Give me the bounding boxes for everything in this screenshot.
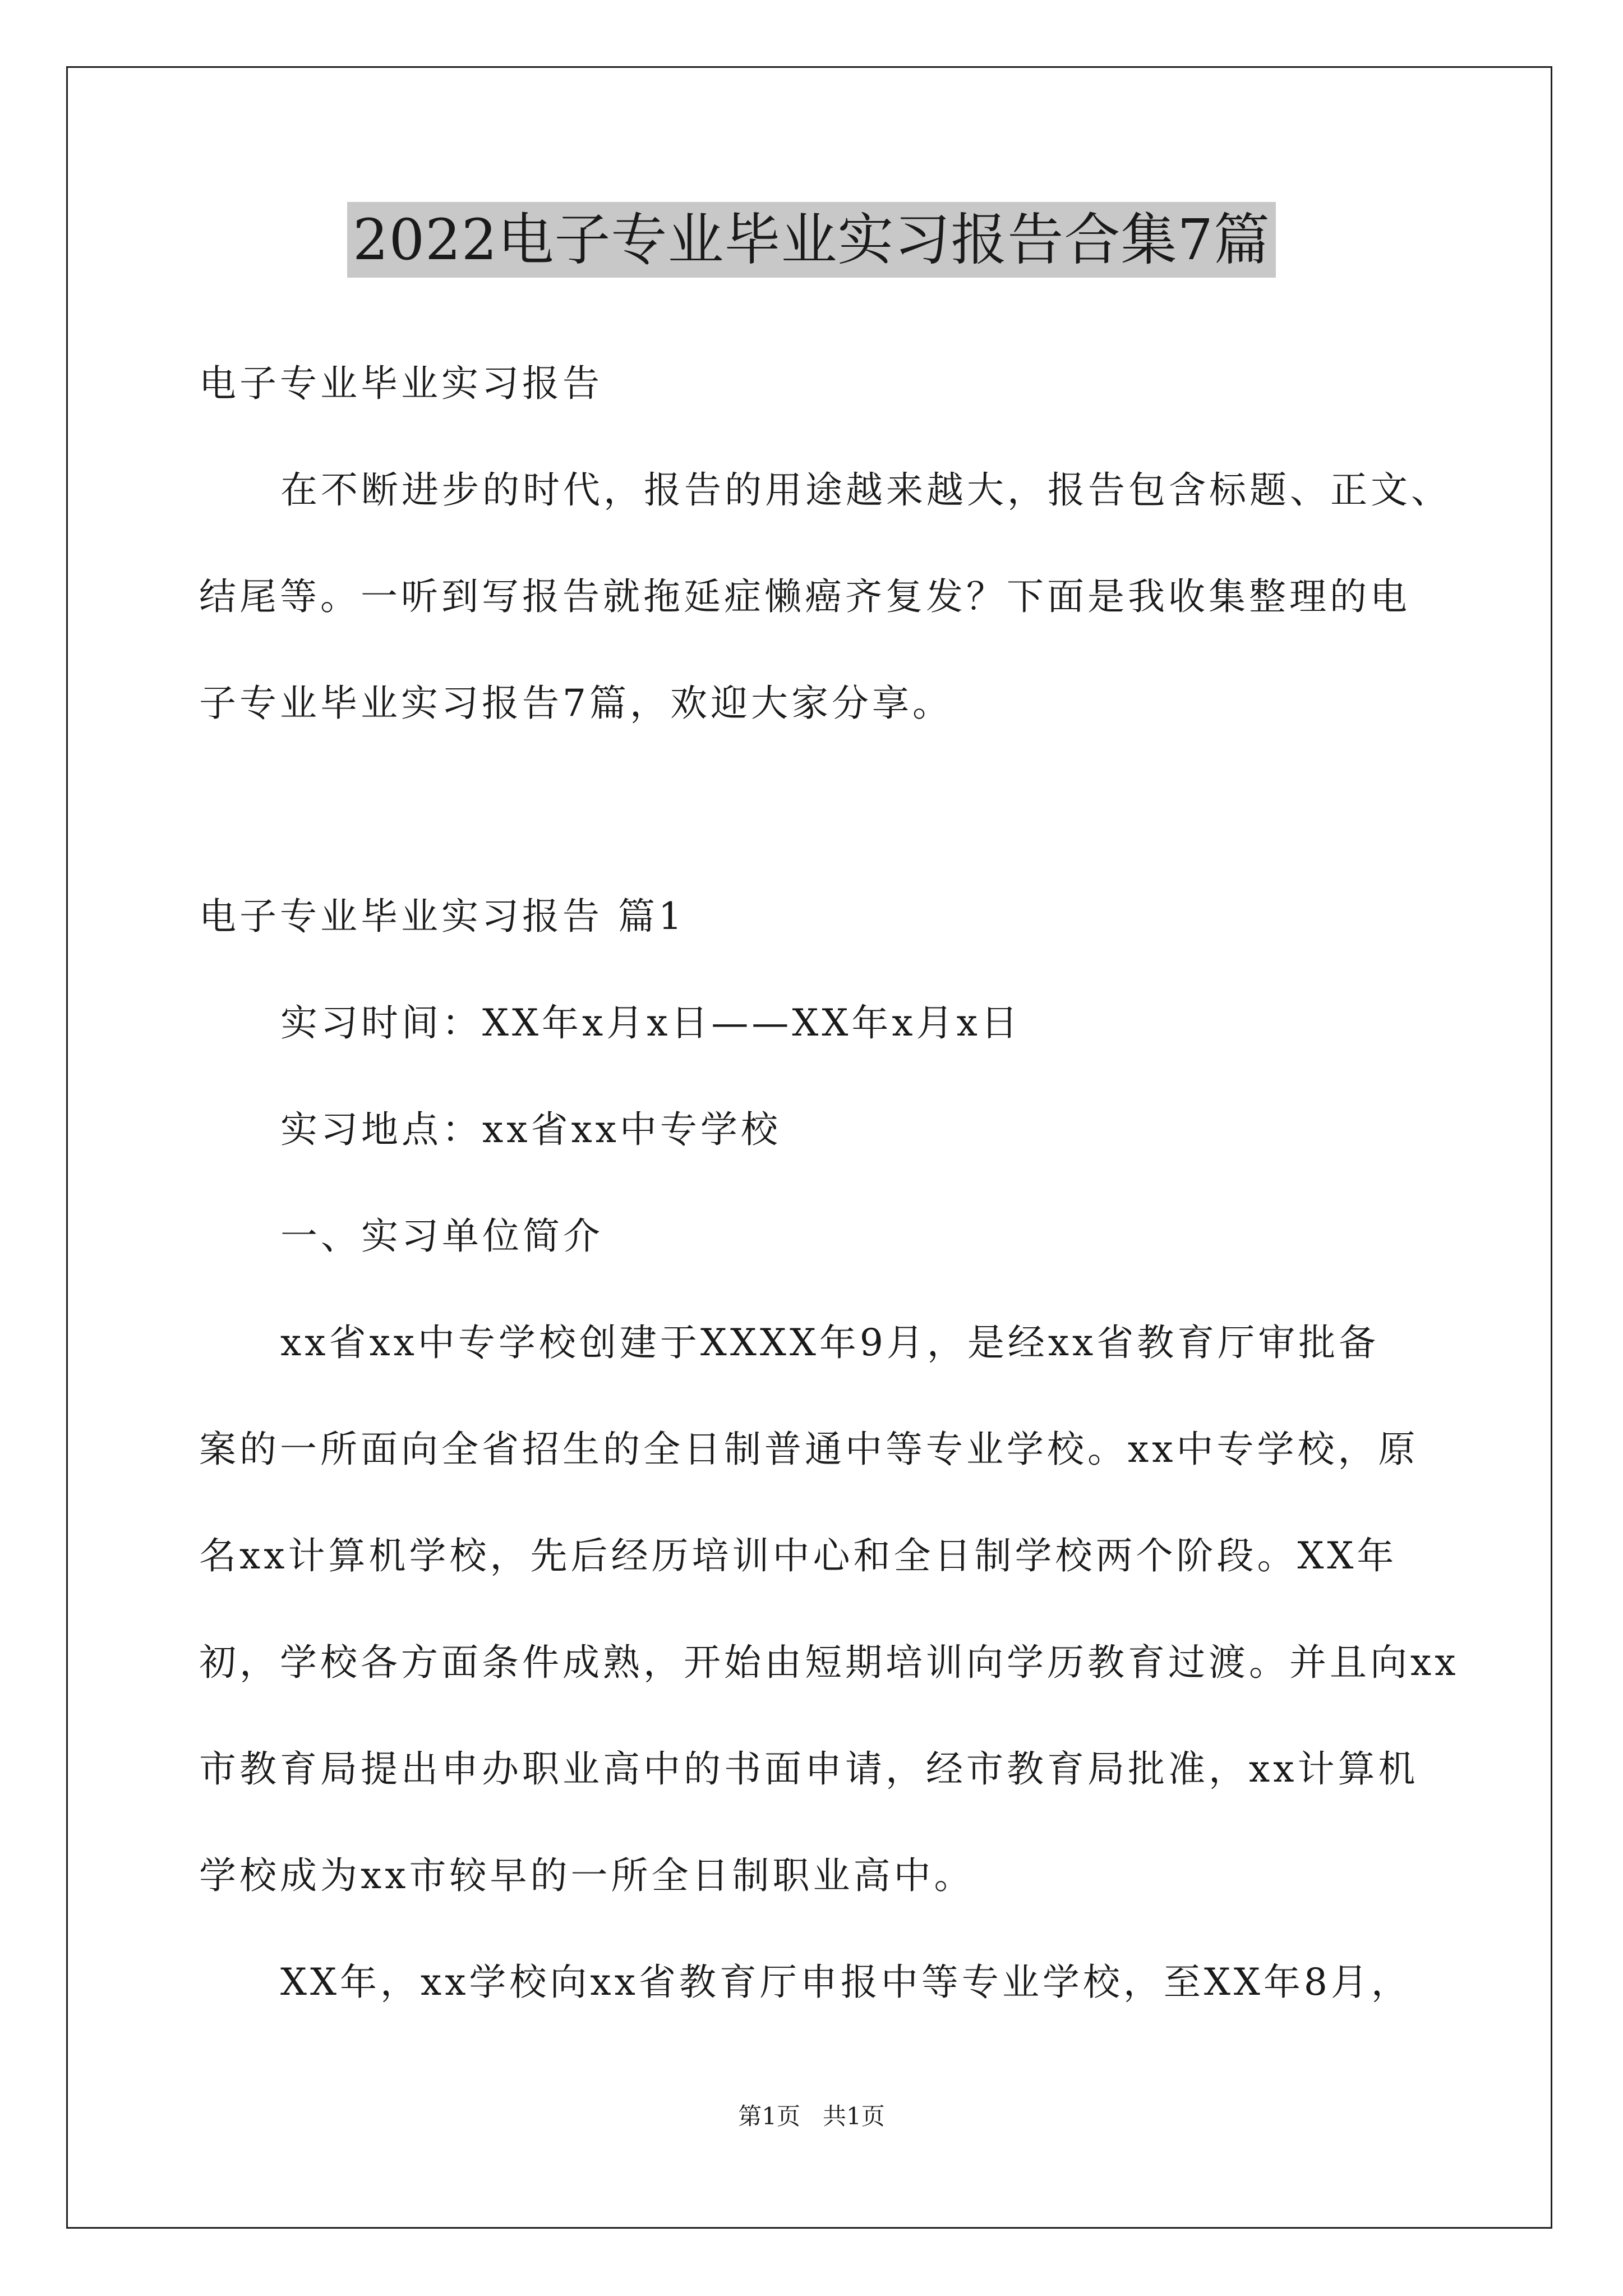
body-line: 案的一所面向全省招生的全日制普通中等专业学校。xx中专学校，原 [199, 1428, 1419, 1471]
intro-line-3: 子专业毕业实习报告7篇，欢迎大家分享。 [199, 682, 953, 725]
intro-line-2: 结尾等。一听到写报告就拖延症懒癌齐复发？下面是我收集整理的电 [199, 575, 1410, 618]
body-line: 名xx计算机学校，先后经历培训中心和全日制学校两个阶段。XX年 [199, 1534, 1398, 1577]
intro-line-1: 在不断进步的时代，报告的用途越来越大，报告包含标题、正文、 [280, 468, 1451, 512]
body-line: 学校成为xx市较早的一所全日制职业高中。 [199, 1854, 975, 1897]
body-line: 市教育局提出申办职业高中的书面申请，经市教育局批准，xx计算机 [199, 1747, 1419, 1791]
document-title: 2022电子专业毕业实习报告合集7篇 [347, 202, 1276, 278]
title-container [0, 202, 1623, 278]
subsection-heading: 一、实习单位简介 [280, 1214, 603, 1258]
internship-location: 实习地点：xx省xx中专学校 [280, 1108, 781, 1151]
section-heading: 电子专业毕业实习报告 [199, 362, 603, 405]
internship-time: 实习时间：XX年x月x日——XX年x月x日 [280, 1001, 1021, 1045]
page-footer: 第1页 共1页 [738, 2102, 885, 2130]
chapter-heading: 电子专业毕业实习报告 篇1 [199, 895, 685, 938]
body-line: 初，学校各方面条件成熟，开始由短期培训向学历教育过渡。并且向xx [199, 1641, 1459, 1684]
body-line: XX年，xx学校向xx省教育厅申报中等专业学校，至XX年8月， [280, 1961, 1412, 2004]
body-line: xx省xx中专学校创建于XXXX年9月，是经xx省教育厅审批备 [280, 1321, 1380, 1364]
